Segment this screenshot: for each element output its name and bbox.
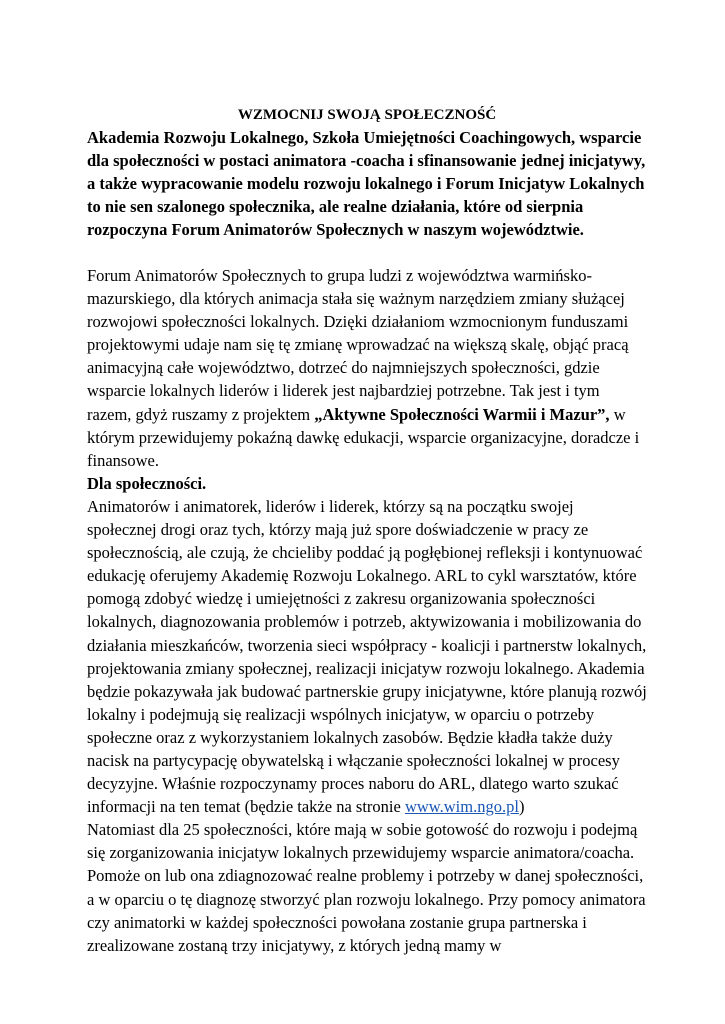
communities-paragraph: Natomiast dla 25 społeczności, które mają w sobie gotowość do rozwoju i podejmą się zorganizowania inicjatyw lokalnych przewidujemy wsparcie animatora/coacha. Pomoże on lub ona zdiagnozować realne problemy i potrzeby w danej społeczności, a w oparciu o tę diagnozę stworzyć plan rozwoju lokalnego. Przy pomocy animatora czy animatorki w każdej społeczności powołana zostanie grupa partnerska i zrealizowane zostaną trzy inicjatywy, z których jedną mamy w: [87, 820, 646, 955]
academy-paragraph-text: Animatorów i animatorek, liderów i liderek, którzy są na początku swojej społecznej drogi oraz tych, którzy mają już spore doświadczenie w pracy ze społecznością, ale czują, że chcieliby poddać ją pogłębionej refleksji i kontynuować edukację oferujemy Akademię Rozwoju Lokalnego. ARL to cykl warsztatów, które pomogą zdobyć wiedzę i umiejętności z zakresu organizowania społeczności lokalnych, diagnozowania problemów i potrzeb, aktywizowania i mobilizowania do działania mieszkańców, tworzenia sieci współpracy - koalicji i partnerstw lokalnych, projektowania zmiany społecznej, realizacji inicjatyw rozwoju lokalnego. Akademia będzie pokazywała jak budować partnerskie grupy inicjatywne, które planują rozwój lokalny i podejmują się realizacji wspólnych inicjatyw, w oparciu o potrzeby społeczne oraz z wykorzystaniem lokalnych zasobów. Będzie kładła także duży nacisk na partycypację obywatelską i włączanie społeczności lokalnej w procesy decyzyjne. Właśnie rozpoczynamy proces naboru do ARL, dlatego warto szukać informacji na ten temat (będzie także na stronie: [87, 496, 647, 817]
website-link[interactable]: www.wim.ngo.pl: [404, 797, 519, 817]
document-page: [87, 104, 647, 957]
academy-paragraph-end: ): [518, 797, 525, 817]
project-name: „Aktywne Społeczności Warmii i Mazur”,: [314, 404, 610, 424]
document-title: WZMOCNIJ SWOJĄ SPOŁECZNOŚĆ: [237, 107, 497, 123]
academy-paragraph: [87, 495, 647, 818]
section-heading: Dla społeczności.: [87, 473, 207, 493]
forum-paragraph-text: Forum Animatorów Społecznych to grupa ludzi z województwa warmińsko-mazurskiego, dla których animacja stała się ważnym narzędziem zmiany służącej rozwojowi społeczności lokalnych. Dzięki działaniom wzmocnionym funduszami projektowymi udaje nam się tę zmianę wprowadzać na większą skalę, objąć pracą animacyjną całe województwo, dotrzeć do najmniejszych społeczności, gdzie wsparcie lokalnych liderów i liderek jest najbardziej potrzebne. Tak jest i tym razem, gdyż ruszamy z projektem: [87, 266, 629, 424]
lead-paragraph: Akademia Rozwoju Lokalnego, Szkoła Umiejętności Coachingowych, wsparcie dla społeczności w postaci animatora -coacha i sfinansowanie jednej inicjatywy, a także wypracowanie modelu rozwoju lokalnego i Forum Inicjatyw Lokalnych to nie sen szalonego społecznika, ale realne działania, które od sierpnia rozpoczyna Forum Animatorów Społecznych w naszym województwie.: [87, 128, 646, 239]
forum-paragraph-text-end: w którym przewidujemy pokaźną dawkę edukacji, wsparcie organizacyjne, doradcze i finansowe.: [87, 404, 640, 470]
forum-paragraph: [87, 264, 647, 472]
paragraph-spacer: [87, 241, 647, 264]
